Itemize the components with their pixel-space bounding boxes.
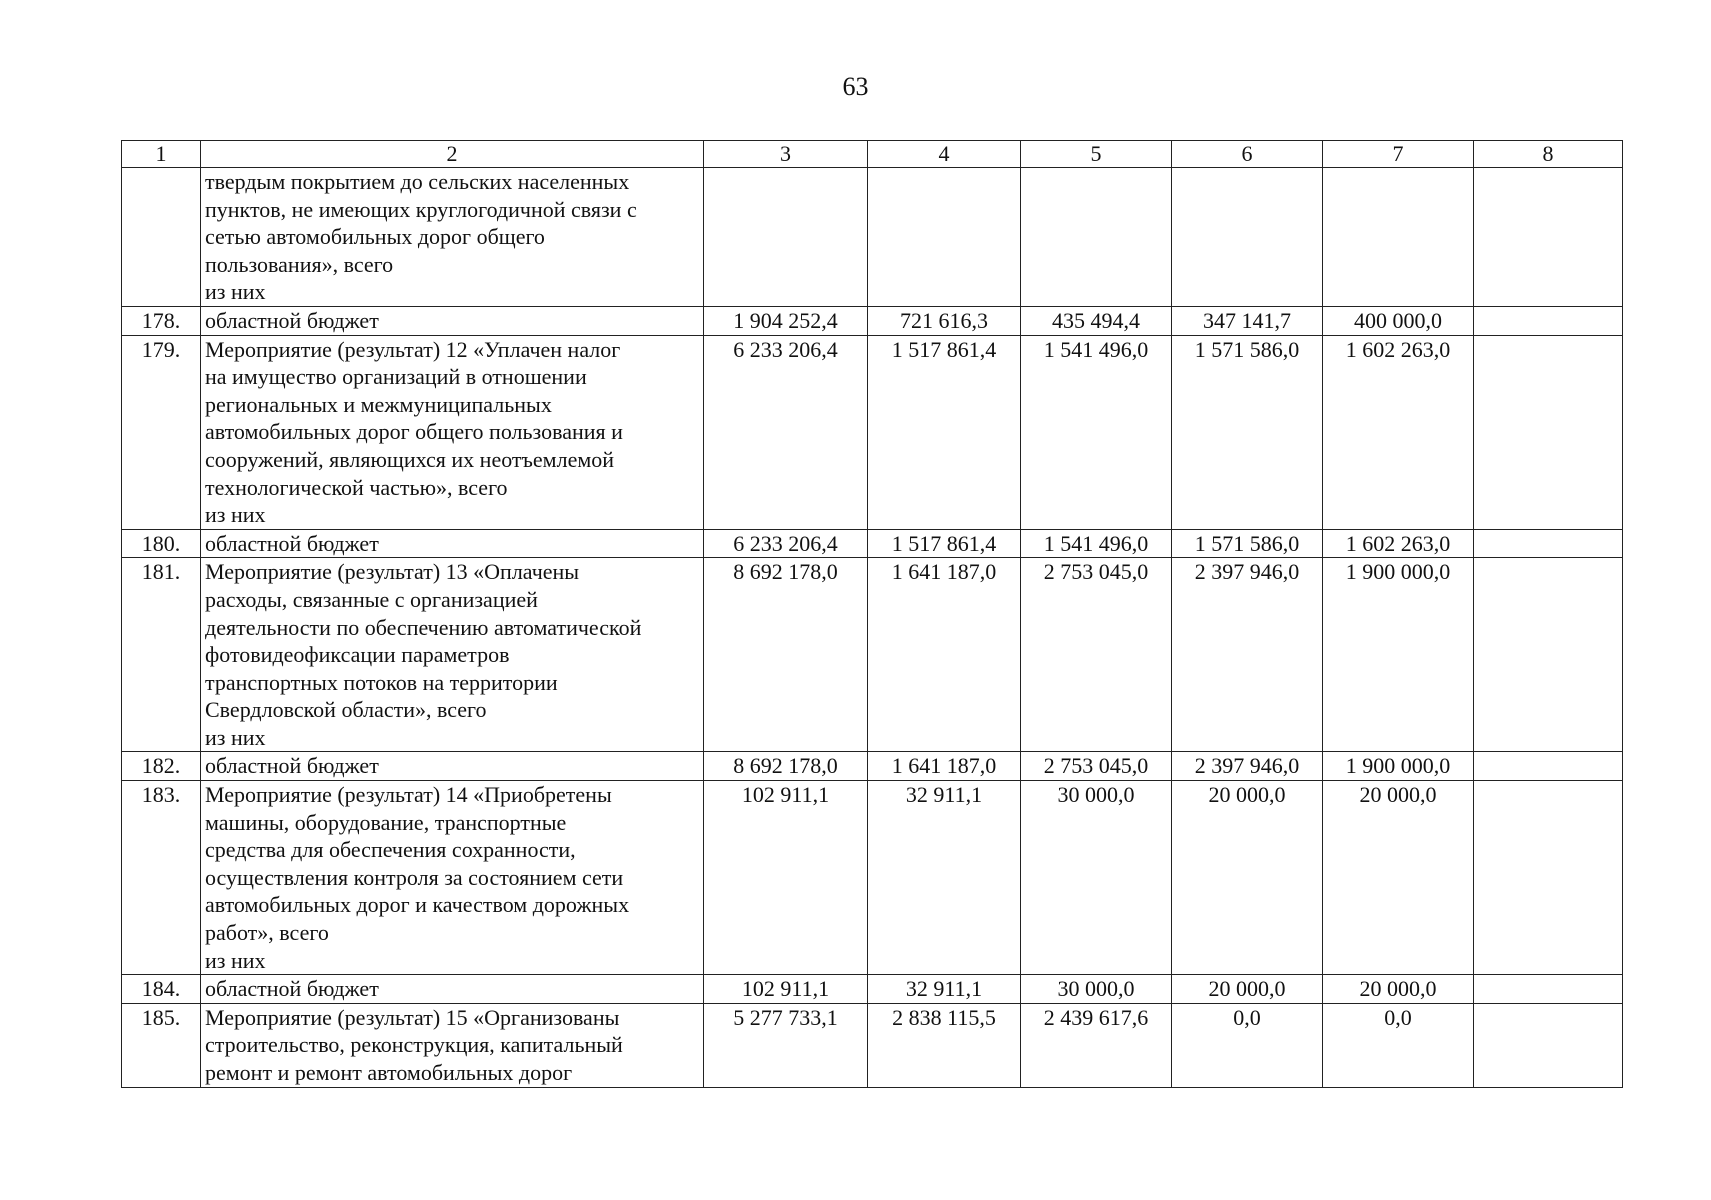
value-cell-col-8 (1474, 781, 1623, 975)
value-cell-col-5: 30 000,0 (1021, 781, 1172, 975)
value-cell-col-7: 20 000,0 (1323, 975, 1474, 1004)
row-description (201, 529, 704, 558)
value-cell-col-5: 30 000,0 (1021, 975, 1172, 1004)
value-cell-col-7: 1 602 263,0 (1323, 529, 1474, 558)
description-line: автомобильных дорог и качеством дорожных (205, 892, 630, 918)
value-cell-col-4 (868, 168, 1021, 307)
value-cell-col-7: 0,0 (1323, 1003, 1474, 1087)
value-cell-col-3: 5 277 733,1 (704, 1003, 868, 1087)
value-cell-col-5: 2 753 045,0 (1021, 558, 1172, 752)
description-line: из них (205, 279, 266, 305)
value-cell-col-6: 20 000,0 (1172, 781, 1323, 975)
value-cell-col-7: 400 000,0 (1323, 306, 1474, 335)
row-description (201, 975, 704, 1004)
description-line: областной бюджет (205, 753, 379, 779)
description-line: пользования», всего (205, 251, 394, 277)
row-description (201, 168, 704, 307)
description-line: областной бюджет (205, 976, 379, 1002)
table-row (122, 529, 1623, 558)
description-line: Мероприятие (результат) 13 «Оплачены (205, 559, 580, 585)
value-cell-col-5: 2 753 045,0 (1021, 752, 1172, 781)
description-line: из них (205, 947, 266, 973)
table-row (122, 781, 1623, 975)
value-cell-col-3: 6 233 206,4 (704, 529, 868, 558)
description-line: автомобильных дорог общего пользования и (205, 419, 623, 445)
value-cell-col-4: 1 641 187,0 (868, 752, 1021, 781)
description-line: Мероприятие (результат) 12 «Уплачен налог (205, 336, 621, 362)
value-cell-col-7: 20 000,0 (1323, 781, 1474, 975)
description-line: из них (205, 724, 266, 750)
value-cell-col-6: 1 571 586,0 (1172, 529, 1323, 558)
description-line: работ», всего (205, 920, 329, 946)
column-header: 4 (868, 141, 1021, 168)
value-cell-col-8 (1474, 975, 1623, 1004)
value-cell-col-6: 20 000,0 (1172, 975, 1323, 1004)
description-line: осуществления контроля за состоянием сети (205, 864, 624, 890)
value-cell-col-4: 2 838 115,5 (868, 1003, 1021, 1087)
description-line: Мероприятие (результат) 15 «Организованы (205, 1004, 620, 1030)
column-header: 3 (704, 141, 868, 168)
value-cell-col-3: 102 911,1 (704, 975, 868, 1004)
value-cell-col-8 (1474, 306, 1623, 335)
description-line: Мероприятие (результат) 14 «Приобретены (205, 782, 612, 808)
description-line: твердым покрытием до сельских населенных (205, 169, 630, 194)
value-cell-col-3 (704, 168, 868, 307)
value-cell-col-6: 0,0 (1172, 1003, 1323, 1087)
row-description (201, 306, 704, 335)
description-line: сетью автомобильных дорог общего (205, 224, 545, 250)
value-cell-col-5 (1021, 168, 1172, 307)
description-line: областной бюджет (205, 530, 379, 556)
row-number (122, 168, 201, 307)
row-description (201, 558, 704, 752)
page-number: 63 (842, 72, 869, 101)
description-line: строительство, реконструкция, капитальный (205, 1032, 623, 1058)
value-cell-col-8 (1474, 1003, 1623, 1087)
row-number: 179. (122, 335, 201, 529)
row-number: 180. (122, 529, 201, 558)
table-row (122, 1003, 1623, 1087)
value-cell-col-7 (1323, 168, 1474, 307)
description-line: региональных и межмуниципальных (205, 391, 552, 417)
value-cell-col-5: 435 494,4 (1021, 306, 1172, 335)
description-line: технологической частью», всего (205, 474, 508, 500)
value-cell-col-5: 2 439 617,6 (1021, 1003, 1172, 1087)
description-line: ремонт и ремонт автомобильных дорог (205, 1060, 573, 1085)
column-header: 6 (1172, 141, 1323, 168)
value-cell-col-4: 1 517 861,4 (868, 529, 1021, 558)
description-line: из них (205, 502, 266, 528)
value-cell-col-3: 6 233 206,4 (704, 335, 868, 529)
column-header: 2 (201, 141, 704, 168)
description-line: расходы, связанные с организацией (205, 586, 538, 612)
value-cell-col-3: 8 692 178,0 (704, 752, 868, 781)
value-cell-col-8 (1474, 558, 1623, 752)
table-body (122, 168, 1623, 1088)
description-line: средства для обеспечения сохранности, (205, 837, 576, 863)
table-row (122, 168, 1623, 307)
table-header-row (122, 141, 1623, 168)
value-cell-col-6 (1172, 168, 1323, 307)
value-cell-col-5: 1 541 496,0 (1021, 335, 1172, 529)
row-number: 182. (122, 752, 201, 781)
row-description (201, 752, 704, 781)
description-line: пунктов, не имеющих круглогодичной связи с (205, 196, 637, 222)
column-header: 8 (1474, 141, 1623, 168)
description-line: областной бюджет (205, 307, 379, 333)
value-cell-col-8 (1474, 529, 1623, 558)
row-number: 181. (122, 558, 201, 752)
table-row (122, 335, 1623, 529)
row-description (201, 781, 704, 975)
value-cell-col-7: 1 602 263,0 (1323, 335, 1474, 529)
description-line: Свердловской области», всего (205, 697, 487, 723)
value-cell-col-4: 1 517 861,4 (868, 335, 1021, 529)
row-number: 183. (122, 781, 201, 975)
value-cell-col-5: 1 541 496,0 (1021, 529, 1172, 558)
value-cell-col-8 (1474, 335, 1623, 529)
value-cell-col-6: 347 141,7 (1172, 306, 1323, 335)
budget-table (121, 140, 1623, 1088)
row-description (201, 335, 704, 529)
value-cell-col-7: 1 900 000,0 (1323, 558, 1474, 752)
value-cell-col-3: 8 692 178,0 (704, 558, 868, 752)
value-cell-col-3: 102 911,1 (704, 781, 868, 975)
value-cell-col-4: 1 641 187,0 (868, 558, 1021, 752)
value-cell-col-8 (1474, 168, 1623, 307)
row-number: 185. (122, 1003, 201, 1087)
value-cell-col-8 (1474, 752, 1623, 781)
description-line: фотовидеофиксации параметров (205, 642, 510, 668)
value-cell-col-4: 32 911,1 (868, 975, 1021, 1004)
description-line: транспортных потоков на территории (205, 669, 558, 695)
table-row (122, 306, 1623, 335)
description-line: деятельности по обеспечению автоматической (205, 614, 642, 640)
value-cell-col-3: 1 904 252,4 (704, 306, 868, 335)
table-row (122, 975, 1623, 1004)
column-header: 5 (1021, 141, 1172, 168)
value-cell-col-6: 1 571 586,0 (1172, 335, 1323, 529)
table-row (122, 752, 1623, 781)
value-cell-col-6: 2 397 946,0 (1172, 752, 1323, 781)
table-row (122, 558, 1623, 752)
value-cell-col-4: 32 911,1 (868, 781, 1021, 975)
value-cell-col-4: 721 616,3 (868, 306, 1021, 335)
row-number: 184. (122, 975, 201, 1004)
value-cell-col-7: 1 900 000,0 (1323, 752, 1474, 781)
description-line: сооружений, являющихся их неотъемлемой (205, 446, 615, 472)
value-cell-col-6: 2 397 946,0 (1172, 558, 1323, 752)
column-header: 7 (1323, 141, 1474, 168)
description-line: машины, оборудование, транспортные (205, 809, 567, 835)
row-number: 178. (122, 306, 201, 335)
column-header: 1 (122, 141, 201, 168)
row-description (201, 1003, 704, 1087)
description-line: на имущество организаций в отношении (205, 364, 587, 390)
